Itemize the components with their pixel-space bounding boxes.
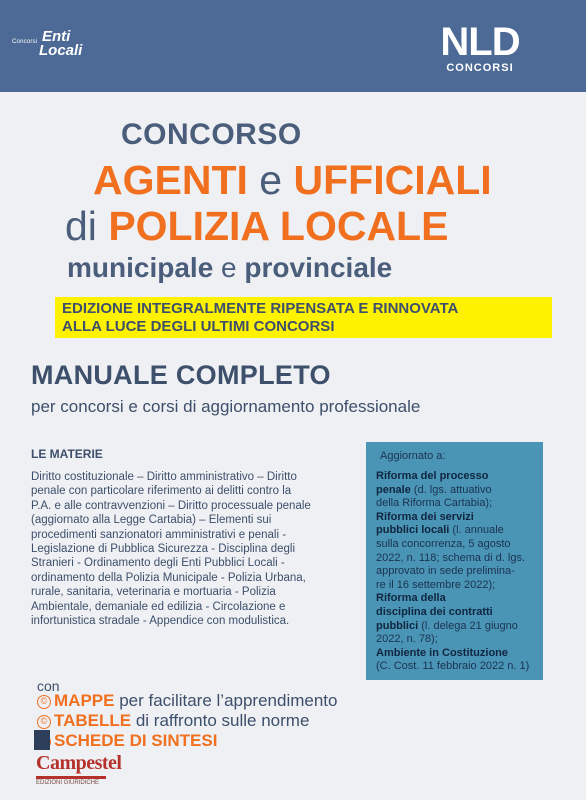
aggiornato-text: (l. annuale bbox=[449, 524, 504, 537]
edition-banner bbox=[55, 297, 552, 338]
aggiornato-line bbox=[376, 647, 541, 661]
materie-heading: LE MATERIE bbox=[31, 447, 103, 461]
title-concorso: CONCORSO bbox=[121, 118, 302, 151]
materie-line: (aggiornato alla Legge Cartabia) – Elementi sui bbox=[31, 514, 272, 527]
aggiornato-bold: pubblici bbox=[376, 619, 419, 632]
nld-logo bbox=[425, 22, 535, 74]
materie-line: penale con particolare riferimento ai delitti contro la bbox=[31, 485, 292, 498]
aggiornato-line bbox=[376, 511, 541, 525]
title-line-4 bbox=[67, 252, 392, 284]
aggiornato-bold: Riforma del processo bbox=[376, 470, 489, 482]
manuale-title: MANUALE COMPLETO bbox=[31, 360, 331, 390]
aggiornato-bold: penale bbox=[376, 483, 411, 496]
aggiornato-line bbox=[376, 565, 541, 579]
title-municipale: municipale bbox=[67, 252, 214, 283]
aggiornato-box bbox=[366, 442, 543, 680]
nld-sub: CONCORSI bbox=[446, 62, 514, 74]
aggiornato-bold: pubblici locali bbox=[376, 524, 450, 537]
materie-line: procedimenti sanzionatori amministrativi e penali - bbox=[31, 528, 287, 541]
title-di: di bbox=[65, 203, 109, 249]
aggiornato-bold: Ambiente in Costituzione bbox=[376, 646, 508, 659]
aggiornato-bold: disciplina dei contratti bbox=[376, 605, 493, 618]
title-agenti: AGENTI bbox=[93, 157, 248, 203]
title-e-2: e bbox=[213, 252, 245, 283]
series-line1: Enti bbox=[42, 28, 71, 45]
aggiornato-line bbox=[376, 579, 541, 593]
aggiornato-line bbox=[376, 633, 541, 647]
publisher-tag: EDIZIONI GIURIDICHE bbox=[36, 780, 100, 786]
aggiornato-line bbox=[376, 606, 541, 620]
title-line-3 bbox=[65, 204, 448, 248]
aggiornato-text: 2022, n. 78); bbox=[376, 633, 438, 646]
aggiornato-line bbox=[376, 484, 541, 498]
aggiornato-line bbox=[376, 470, 541, 484]
nld-mark: NLD bbox=[440, 20, 520, 64]
edition-banner-line1: EDIZIONE INTEGRALMENTE RIPENSATA E RINNOVATA bbox=[62, 300, 459, 317]
edition-banner-line2: ALLA LUCE DEGLI ULTIMI CONCORSI bbox=[62, 318, 335, 335]
feature-key: SCHEDE DI SINTESI bbox=[54, 731, 218, 750]
aggiornato-text: re il 16 settembre 2022); bbox=[376, 578, 496, 591]
title-polizia-locale: POLIZIA LOCALE bbox=[108, 203, 449, 249]
feature-mappe bbox=[37, 691, 337, 711]
materie-line: ordinamento della Polizia Municipale - Polizia Urbana, bbox=[31, 571, 306, 584]
feature-schede bbox=[37, 731, 217, 751]
materie-text bbox=[31, 470, 348, 628]
materie-line: Ambientale, demaniale ed edilizia - Circolazione e bbox=[31, 600, 286, 613]
feature-tabelle bbox=[37, 711, 309, 731]
title-e: e bbox=[247, 157, 294, 203]
aggiornato-text: (d. lgs. attuativo bbox=[410, 483, 492, 496]
aggiornato-text: (l. delega 21 giugno bbox=[418, 619, 518, 632]
aggiornato-line bbox=[376, 592, 541, 606]
materie-line: Diritto costituzionale – Diritto amministrativo – Diritto bbox=[31, 471, 297, 483]
materie-line: Stranieri - Ordinamento degli Enti Pubblici Locali - bbox=[31, 557, 285, 570]
aggiornato-line bbox=[376, 538, 541, 552]
aggiornato-line bbox=[376, 524, 541, 538]
feature-key: TABELLE bbox=[54, 711, 132, 730]
manuale-subtitle: per concorsi e corsi di aggiornamento professionale bbox=[31, 397, 421, 416]
aggiornato-line bbox=[376, 660, 541, 674]
aggiornato-text: della Riforma Cartabia); bbox=[376, 497, 493, 510]
copyright-icon: © bbox=[37, 715, 51, 729]
series-line2: Locali bbox=[39, 42, 83, 59]
aggiornato-bold: Riforma della bbox=[376, 592, 446, 605]
materie-line: P.A. e alle contravvenzioni – Diritto processuale penale bbox=[31, 499, 311, 512]
aggiornato-text: 2022, n. 118; schema di d. lgs. bbox=[376, 551, 525, 564]
aggiornato-text: (C. Cost. 11 febbraio 2022 n. 1) bbox=[376, 660, 530, 673]
con-label: con bbox=[37, 678, 60, 694]
publisher-logo bbox=[36, 752, 121, 786]
feature-text: per facilitare l’apprendimento bbox=[114, 691, 338, 710]
materie-line: Legislazione di Pubblica Sicurezza - Disciplina degli bbox=[31, 543, 296, 556]
materie-line: rurale, sanitaria, veterinaria e mortuaria - Polizia bbox=[31, 586, 276, 599]
title-provinciale: provinciale bbox=[244, 252, 393, 283]
publisher-emblem-icon bbox=[34, 730, 50, 750]
series-small-label: Concorsi bbox=[12, 39, 38, 45]
copyright-icon: © bbox=[37, 695, 51, 709]
publisher-bar bbox=[36, 776, 106, 779]
aggiornato-line bbox=[376, 497, 541, 511]
aggiornato-text: approvato in sede prelimina- bbox=[376, 565, 515, 578]
publisher-wordmark: Campestel bbox=[36, 752, 122, 774]
title-line-2 bbox=[93, 158, 492, 202]
title-ufficiali: UFFICIALI bbox=[293, 157, 492, 203]
aggiornato-bold: Riforma dei servizi bbox=[376, 510, 474, 523]
materie-line: infortunistica stradale - Appendice con modulistica. bbox=[31, 615, 290, 628]
aggiornato-line bbox=[376, 620, 541, 634]
feature-text: di raffronto sulle norme bbox=[131, 711, 310, 730]
aggiornato-text: sulla concorrenza, 5 agosto bbox=[376, 537, 511, 550]
aggiornato-line bbox=[376, 552, 541, 566]
aggiornato-heading: Aggiornato a: bbox=[380, 450, 446, 462]
aggiornato-list bbox=[376, 470, 541, 674]
feature-key: MAPPE bbox=[54, 691, 115, 710]
top-band bbox=[0, 0, 586, 92]
